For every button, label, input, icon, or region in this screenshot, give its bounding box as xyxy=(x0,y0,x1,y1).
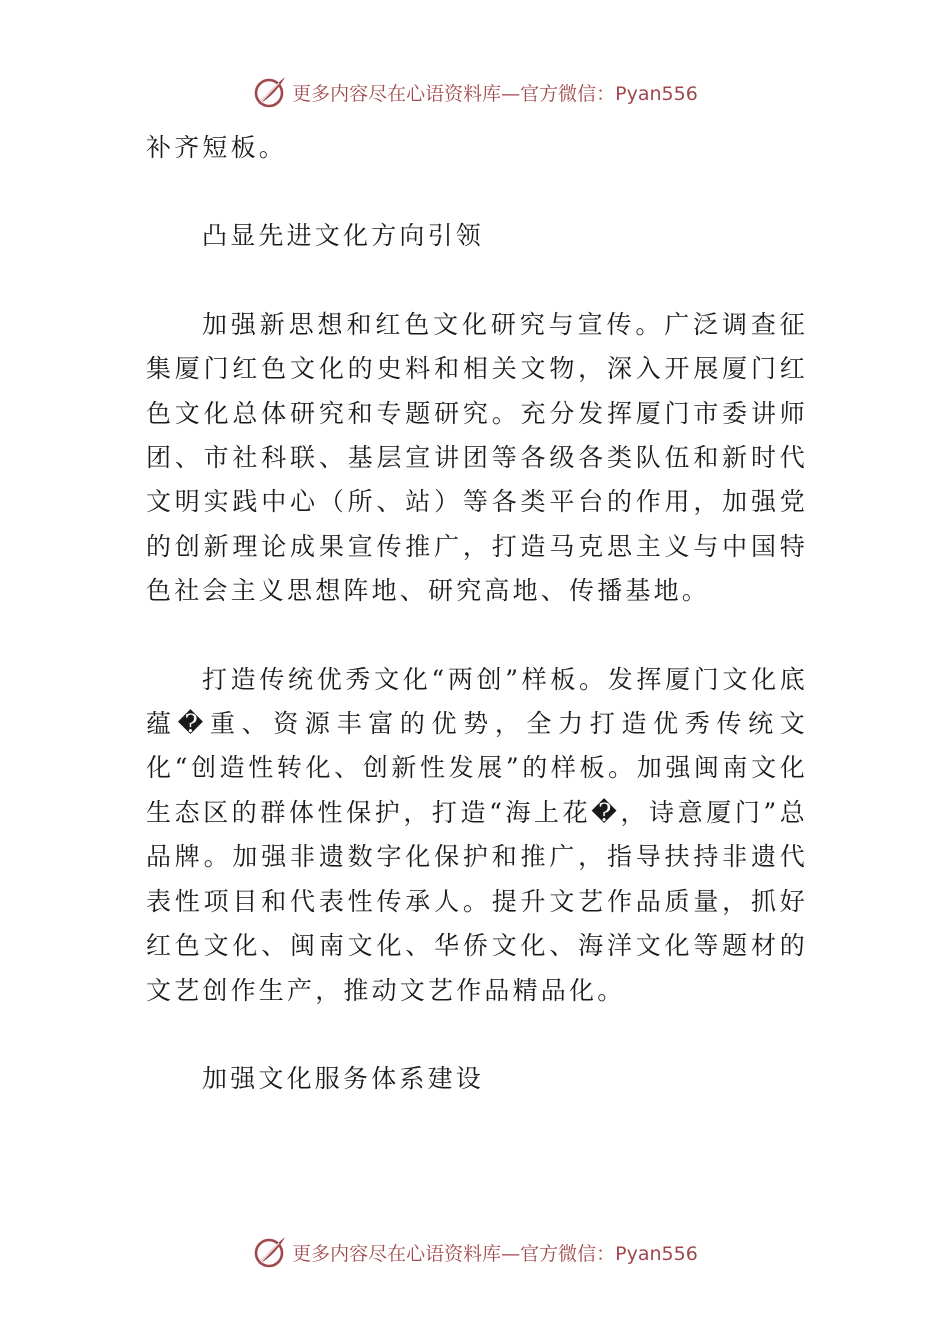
section-heading: 凸显先进文化方向引领 xyxy=(202,221,485,251)
footer-watermark-banner xyxy=(0,1232,950,1272)
footer-watermark-text: 更多内容尽在心语资料库—官方微信：Pyan556 xyxy=(292,1242,698,1265)
quill-circle-logo-icon xyxy=(252,74,288,110)
header-watermark-text: 更多内容尽在心语资料库—官方微信：Pyan556 xyxy=(292,82,698,105)
paragraph: 加强新思想和红色文化研究与宣传。广泛调查征集厦门红色文化的史料和相关文物，深入开展厦门红色文化总体研究和专题研究。充分发挥厦门市委讲师团、市社科联、基层宣讲团等各级各类队伍和新时代文明实践中心（所、站）等各类平台的作用，加强党的创新理论成果宣传推广，打造马克思主义与中国特色社会主义思想阵地、研究高地、传播基地。 xyxy=(146,309,808,606)
header-watermark-banner xyxy=(0,72,950,112)
paragraph: 打造传统优秀文化“两创”样板。发挥厦门文化底蕴�重、资源丰富的优势，全力打造优秀传统文化“创造性转化、创新性发展”的样板。加强闽南文化生态区的群体性保护，打造“海上花�，诗意厦门”总品牌。加强非遗数字化保护和推广，指导扶持非遗代表性项目和代表性传承人。提升文艺作品质量，抓好红色文化、闽南文化、华侨文化、海洋文化等题材的文艺创作生产，推动文艺作品精品化。 xyxy=(146,664,808,1005)
quill-circle-logo-icon xyxy=(252,1234,288,1270)
section-heading: 加强文化服务体系建设 xyxy=(202,1063,485,1093)
document-body xyxy=(146,126,808,1101)
continuation-text: 补齐短板。 xyxy=(146,133,288,162)
